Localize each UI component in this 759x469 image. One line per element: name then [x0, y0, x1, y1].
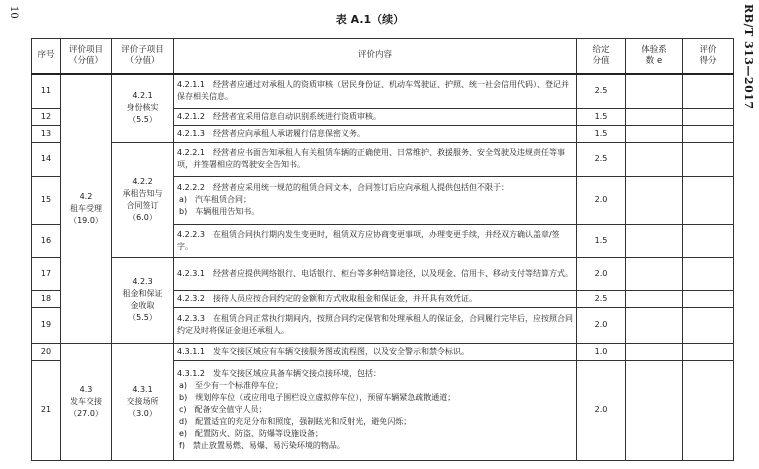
- row-coef-cell: [626, 108, 683, 125]
- table-row: [32, 257, 734, 290]
- row-content-cell: [174, 176, 577, 224]
- item-group-4-3: [61, 343, 112, 460]
- row-seq: 11: [32, 74, 61, 108]
- row-coef-cell: [626, 176, 683, 224]
- row-score: 2.0: [577, 176, 626, 224]
- item-title: 发车交接: [70, 396, 102, 406]
- row-seq: 20: [32, 343, 61, 360]
- subitem-number: 4.2.2: [132, 176, 153, 186]
- row-coef-cell: [626, 290, 683, 307]
- subitem-score: （5.5）: [128, 313, 157, 322]
- row-seq: 14: [32, 142, 61, 176]
- table-row: [32, 343, 734, 360]
- row-score: 1.0: [577, 343, 626, 360]
- row-coef-cell: [626, 142, 683, 176]
- subitem-group-4-3-1: [112, 343, 174, 460]
- item-number: 4.2: [79, 191, 93, 201]
- row-score: 2.0: [577, 307, 626, 343]
- row-result-cell: [683, 176, 734, 224]
- header-seq: 序号: [32, 39, 61, 75]
- row-sub-item: c) 配备安全值守人员；: [179, 405, 267, 414]
- subitem-group-4-2-3: [112, 257, 174, 343]
- row-coef-cell: [626, 74, 683, 108]
- standard-code: RB/T 313—2017: [742, 4, 755, 110]
- row-content: 4.2.2.2 经营者应采用统一规范的租赁合同文本，合同签订后应向承租人提供包括但不限于：: [177, 183, 509, 192]
- row-seq: 19: [32, 307, 61, 343]
- row-result-cell: [683, 125, 734, 142]
- row-score: 2.5: [577, 74, 626, 108]
- row-sub-item: d) 配置适宜的充足分布和照度，强制眩光和反射光，避免闪烁；: [179, 417, 412, 426]
- row-result-cell: [683, 360, 734, 460]
- subitem-group-4-2-2: [112, 142, 174, 257]
- subitem-score: （5.5）: [128, 115, 157, 125]
- header-item: [61, 39, 112, 75]
- row-coef-cell: [626, 224, 683, 257]
- subitem-title: 身份核实: [126, 103, 159, 113]
- row-content: 4.3.1.1 发车交接区域应有车辆交接服务图或流程图，以及安全警示和禁令标识。: [174, 343, 577, 360]
- row-coef-cell: [626, 125, 683, 142]
- row-score: 2.5: [577, 290, 626, 307]
- row-content: 4.2.2.3 在租赁合同执行期内发生变更时，租赁双方应协商变更事项，办理变更手续，并经双方确认盖章/签字。: [174, 224, 577, 257]
- subitem-title-line-2: 金收取: [130, 301, 155, 310]
- header-coef: [626, 39, 683, 75]
- item-group-4-2: [61, 74, 112, 343]
- subitem-score: （6.0）: [128, 212, 157, 222]
- subitem-number: 4.2.3: [132, 277, 153, 286]
- row-seq: 17: [32, 257, 61, 290]
- row-content: 4.2.3.2 接待人员应按合同约定的金额和方式收取租金和保证金，并开具有效凭证。: [174, 290, 577, 307]
- table-title: 表 A.1（续）: [335, 13, 405, 26]
- row-result-cell: [683, 224, 734, 257]
- row-coef-cell: [626, 360, 683, 460]
- row-sub-item: f) 禁止放置易燃、易爆、易污染环境的物品。: [179, 441, 345, 450]
- row-result-cell: [683, 74, 734, 108]
- subitem-group-4-2-1: [112, 74, 174, 142]
- header-subitem: [112, 39, 174, 75]
- row-score: 2.0: [577, 257, 626, 290]
- row-seq: 15: [32, 176, 61, 224]
- row-seq: 16: [32, 224, 61, 257]
- row-content: 4.3.1.2 发车交接区域应具备车辆交接点接环境，包括：: [177, 369, 381, 378]
- row-content: 4.2.2.1 经营者应书面告知承租人有关租赁车辆的正确使用、日常维护、救援服务、安全驾驶及违规责任等事项，并签署相应的驾驶安全告知书。: [174, 142, 577, 176]
- header-content: 评价内容: [174, 39, 577, 75]
- row-score: 2.5: [577, 142, 626, 176]
- row-content: 4.2.1.3 经营者应向承租人承诺履行信息保密义务。: [174, 125, 577, 142]
- row-content: 4.2.3.3 在租赁合同正常执行期间内，按照合同约定保管和处理承租人的保证金，合同履行完毕后，应按照合同约定及时将保证金退还承租人。: [174, 307, 577, 343]
- subitem-title-line-1: 租金和保证: [122, 289, 163, 298]
- row-seq: 12: [32, 108, 61, 125]
- evaluation-table: [31, 38, 734, 461]
- row-result-cell: [683, 307, 734, 343]
- row-result-cell: [683, 343, 734, 360]
- subitem-title: 交接场所: [126, 396, 159, 406]
- header-row: [32, 39, 734, 75]
- row-sub-item: a) 至少有一个标准停车位；: [179, 381, 284, 390]
- row-score: 1.5: [577, 125, 626, 142]
- header-item-text: 评价项目 （分值）: [68, 44, 103, 66]
- row-sub-item: b) 规划停车位（或应用电子围栏设立虚拟停车位），预留车辆紧急疏散通道；: [179, 393, 456, 402]
- row-score: 2.0: [577, 360, 626, 460]
- row-score: 1.5: [577, 108, 626, 125]
- page-number: 10: [8, 6, 19, 19]
- row-seq: 18: [32, 290, 61, 307]
- header-result-text: 评价 得分: [699, 44, 717, 66]
- item-score: （27.0）: [69, 408, 103, 418]
- row-result-cell: [683, 142, 734, 176]
- row-sub-item: e) 配置防火、防盗、防爆等设施设备；: [179, 429, 324, 438]
- subitem-score: （3.0）: [128, 408, 157, 418]
- header-subitem-text: 评价子项目 （分值）: [121, 44, 164, 66]
- item-score: （19.0）: [69, 215, 103, 225]
- row-content: 4.2.1.2 经营者宜采用信息自动识别系统进行资质审核。: [174, 108, 577, 125]
- row-coef-cell: [626, 257, 683, 290]
- row-coef-cell: [626, 307, 683, 343]
- subitem-number: 4.3.1: [132, 384, 153, 394]
- row-content-cell: [174, 360, 577, 460]
- row-result-cell: [683, 290, 734, 307]
- header-score-text: 给定 分值: [592, 44, 610, 66]
- row-result-cell: [683, 108, 734, 125]
- table-row: [32, 74, 734, 108]
- row-score: 1.5: [577, 224, 626, 257]
- table-row: [32, 142, 734, 176]
- header-score: [577, 39, 626, 75]
- subitem-title-line-1: 承租告知与: [122, 188, 163, 198]
- subitem-title-line-2: 合同签订: [126, 200, 159, 210]
- row-coef-cell: [626, 343, 683, 360]
- row-sub-item: b) 车辆租用告知书。: [179, 207, 260, 216]
- row-content: 4.2.3.1 经营者应提供网络银行、电话银行、柜台等多种结算途径，以及现金、信用卡、移动支付等结算方式。: [174, 257, 577, 290]
- item-title: 租车受理: [70, 203, 102, 213]
- header-result: [683, 39, 734, 75]
- row-seq: 13: [32, 125, 61, 142]
- row-result-cell: [683, 257, 734, 290]
- item-number: 4.3: [79, 384, 93, 394]
- row-seq: 21: [32, 360, 61, 460]
- row-content: 4.2.1.1 经营者应通过对承租人的资质审核（居民身份证、机动车驾驶证、护照、统一社会信用代码）、登记并保存相关信息。: [174, 74, 577, 108]
- subitem-number: 4.2.1: [132, 91, 153, 101]
- header-coef-text: 体验系 数 e: [641, 44, 667, 66]
- row-sub-item: a) 汽车租赁合同；: [179, 195, 252, 204]
